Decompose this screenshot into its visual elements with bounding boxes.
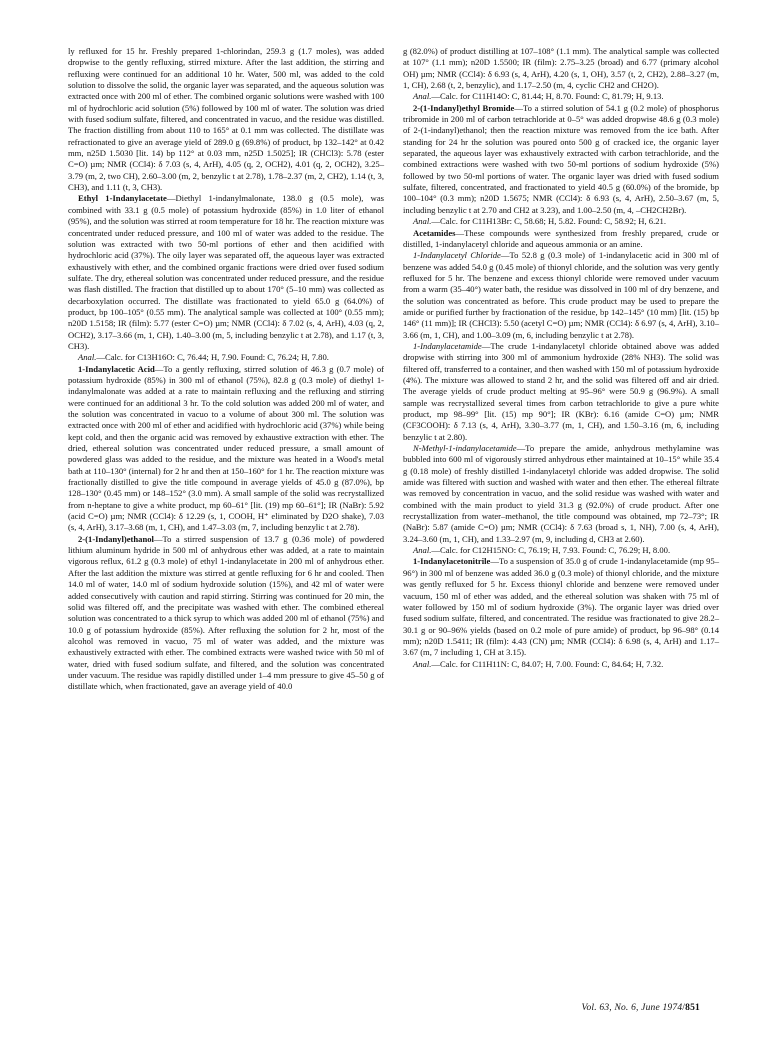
elemental-analysis bbox=[68, 352, 384, 363]
paragraph-text: —Calc. for C11H13Br: C, 58.68; H, 5.82. Found: C, 58.92; H, 6.21. bbox=[431, 216, 666, 227]
paragraph-text: —Calc. for C11H14O: C, 81.44; H, 8.70. Found: C, 81.79; H, 9.13. bbox=[431, 91, 664, 102]
paragraph-text: —To a stirred suspension of 13.7 g (0.36 mole) of powdered lithium aluminum hydride in 500 ml of anhydrous ether was added, at a rate to maintain vigorous reflux, 61.2 g (0.3 mole) of ethyl 1-indanylacetate in 200 ml of anhydrous ether. After the last addition the mixture was stirred at gentle refluxing for 6 hr and cooled. Then 14.0 ml of water, 14.0 ml of sodium hydroxide solution (15%), and 42 ml of water were added consecutively with caution and rapid stirring. Stirring was continued for 20 min, the solid was filtered off, and the precipitate was washed with ether. The combined ethereal solution was concentrated to a thick syrup to which was added 200 ml of ethanol (75%) and 10.0 g of potassium hydroxide (85%). After refluxing the solution for 2 hr, most of the alcohol was removed in vacuo, 75 ml of water was added, and the mixture was exhaustively extracted with ether. The combined extracts were washed twice with 50 ml of water, dried with fused sodium sulfate, and filtered, and the solution was concentrated under vacuum. The residue was rapidly distilled under 1–4 mm pressure to give 45–50 g of distillate which, when fractionated, gave an average yield of 40.0 bbox=[68, 533, 384, 692]
paragraph-text: —The crude 1-indanylacetyl chloride obtained above was added dropwise with stirring into 300 ml of ammonium hydroxide (28% NH3). The solid was filtered off, transferred to a container, and then washed with 150 ml of potassium hydroxide (4%). The mixture was allowed to stand 2 hr, and the solid was filtered off and air dried. The average yields of crude product melting at 95–96° were 50.9 g (96.9%). A small sample was recrystallized several times from carbon tetrachloride to give a pure white product, mp 98–99° [lit. (15) mp 90°]; IR (KBr): 6.16 (amide C=O) µm; NMR (CF3COOH): δ 7.13 (s, 4, ArH), 3.30–3.77 (m, 1, CH), and 1.50–3.16 (m, 6, including benzylic t at 2.80). bbox=[403, 340, 719, 442]
paragraph-text: —To prepare the amide, anhydrous methylamine was bubbled into 600 ml of vigorously stirred anhydrous ether maintained at 10–15° while 35.4 g (0.18 mole) of freshly distilled 1-indanylacetyl chloride was added dropwise. The solid amide was filtered with suction and washed with water and then ether. The ethereal filtrate was removed by concentration in vacuo, and the solid residue was washed with water and combined with the main product to yield 31.3 g (92.0%) of crude product. After one recrystallization from water–methanol, the title compound was obtained, mp 72–73°; IR (NaBr): 5.87 (amide C=O) µm; NMR (CCl4): δ 7.63 (broad s, 1, NH), 7.00 (s, 4, ArH), 3.24–3.60 (m, 1, CH), and 1.33–2.97 (m, 9, including d, CH3 at 2.60). bbox=[403, 443, 719, 544]
analysis-label: Anal. bbox=[413, 658, 432, 669]
page-footer bbox=[582, 1003, 701, 1013]
paragraph-text: —Calc. for C11H11N: C, 84.07; H, 7.00. Found: C, 84.64; H, 7.32. bbox=[431, 658, 664, 669]
compound-heading: 1-Indanylacetonitrile bbox=[413, 556, 491, 567]
elemental-analysis bbox=[403, 659, 719, 670]
analysis-label: Anal. bbox=[78, 352, 97, 363]
subsection-heading: 1-Indanylacetamide bbox=[413, 340, 482, 351]
section-paragraph bbox=[68, 534, 384, 693]
page-number: 851 bbox=[685, 1003, 700, 1013]
compound-heading: 2-(1-Indanyl)ethyl Bromide bbox=[413, 102, 515, 113]
elemental-analysis bbox=[403, 91, 719, 102]
compound-heading: 2-(1-Indanyl)ethanol bbox=[78, 533, 154, 544]
section-paragraph bbox=[68, 193, 384, 352]
paragraph-text: ly refluxed for 15 hr. Freshly prepared 1-chlorindan, 259.3 g (1.7 moles), was added dropwise to the gently refluxing, stirred mixture. After the last addition, the stirring and refluxing were continued for an additional 10 hr. Water, 500 ml, was added to the cold solution to dissolve the solid, the organic layer was separated, and the aqueous solution was extracted once with 200 ml of ether. The combined organic solutions were washed with 100 ml of hydrochloric acid solution (5%) followed by 100 ml of water. The solution was dried with fused sodium sulfate, filtered, and concentrated in vacuo, and the residue was distilled. The fraction distilling from about 110 to 165° at 0.1 mm was collected. The distillate was refractionated to give an average yield of 289.0 g (69.8%) of product, bp 132–142° at 0.42 mm, n25D 1.5030 [lit. 14) bp 112° at 0.03 mm, n25D 1.5025]; IR (CHCl3): 5.78 (ester C=O) µm; NMR (CCl4): δ 7.03 (s, 4, ArH), 4.05 (q, 2, OCH2), 4.01 (q, 2, OCH2), 3.25–3.79 (m, 2, two CH), 2.60–3.00 (m, 2, benzylic t at 2.78), 1.78–2.37 (m, 2, CH2), 1.14 (t, 3, CH3), and 1.11 (t, 3, CH3). bbox=[68, 46, 384, 193]
journal-citation: Vol. 63, No. 6, June 1974 bbox=[581, 1003, 683, 1013]
right-column bbox=[403, 46, 719, 670]
compound-heading: 1-Indanylacetic Acid bbox=[78, 363, 155, 374]
section-paragraph bbox=[403, 103, 719, 216]
compound-heading: Ethyl 1-Indanylacetate bbox=[78, 193, 167, 204]
subsection-paragraph bbox=[403, 341, 719, 443]
continued-paragraph bbox=[403, 46, 719, 91]
paragraph-text: —To 52.8 g (0.3 mole) of 1-indanylacetic acid in 300 ml of benzene was added 54.0 g (0.45 mole) of thionyl chloride, and the solution was very gently refluxed for 5 hr. The benzene and excess thionyl chloride were removed under vacuum from a warm (35–40°) water bath, the residue was dissolved in 100 ml of dry benzene, and the solution was concentrated as before. This crude product may be used to prepare the amide or purified further by fractionation of the residue, bp 142–145° (10 mm) [lit. (15) bp 146° (11 mm)]; IR (CHCl3): 5.50 (acetyl C=O) µm; NMR (CCl4): δ 6.97 (s, 4, ArH), 3.10–3.66 (m, 1, CH), and 1.00–3.09 (m, 6, including benzylic t at 2.78). bbox=[403, 250, 720, 340]
paragraph-text: —To a gently refluxing, stirred solution of 46.3 g (0.7 mole) of potassium hydroxide (85%) in 300 ml of ethanol (75%), 82.8 g (0.3 mole) of diethyl 1-indanylmalonate was added at a rate to maintain refluxing and the refluxing and stirring were continued for an additional 3 hr. To the cold solution was added 200 ml of water, and the solution was concentrated in vacuo to a volume of about 300 ml. The solution was extracted once with 200 ml of ether and acidified with hydrochloric acid (37%) while being kept cold, and then the organic acid was removed by exhaustive extraction with ether. The dried, ethereal solution was concentrated under reduced pressure, a small amount of powdered glass was added to the residue, and the mixture was heated in a Wood's metal bath at 110–130° (internal) for 2 hr and then at 150–160° for 1 hr. The reaction mixture was fractionally distilled to give the title compound in average yields of 45.0 g (87.0%), bp 128–130° (0.45 mm) or 148–152° (3.0 mm). A small sample of the solid was recrystallized from n-heptane to give a white product, mp 60–61° [lit. (19) mp 60–61°]; IR (NaBr): 5.92 (acid C=O) µm; NMR (CCl4): δ 12.29 (s, 1, COOH, H⁺ eliminated by D2O shake), 7.03 (s, 4, ArH), 3.17–3.68 (m, 1, CH), and 1.47–3.03 (m, 7, including benzylic t at 2.78). bbox=[68, 363, 384, 533]
subsection-paragraph bbox=[403, 443, 719, 545]
subsection-heading: 1-Indanylacetyl Chloride bbox=[413, 250, 501, 261]
paragraph-text: g (82.0%) of product distilling at 107–108° (1.1 mm). The analytical sample was collected at 107° (1.1 mm); n20D 1.5500; IR (film): 2.75–3.25 (broad) and 6.77 (primary alcohol OH) µm; NMR (CCl4): δ 6.93 (s, 4, ArH), 4.20 (s, 1, OH), 3.57 (t, 2, CH2), 2.88–3.27 (m, 1, CH), 2.68 (t, 2, benzylic), and 1.17–2.50 (m, 4, cyclic CH2 and CH2O). bbox=[403, 46, 719, 91]
paragraph-text: —Calc. for C12H15NO: C, 76.19; H, 7.93. Found: C, 76.29; H, 8.00. bbox=[431, 545, 671, 556]
analysis-label: Anal. bbox=[413, 91, 432, 102]
paragraph-text: —To a stirred solution of 54.1 g (0.2 mole) of phosphorus tribromide in 200 ml of carbon tetrachloride at 0–5° was added dropwise 48.6 g (0.3 mole) of 2-(1-indanyl)ethanol; then the reaction mixture was removed from the ice bath. After standing for 24 hr the solution was poured onto 500 g of cracked ice, the organic layer separated, the aqueous layer was exhaustively extracted with carbon tetrachloride, and the combined extractions were washed with two 50-ml portions of sodium hydroxide (5%) followed by two 50-ml portions of water. The organic layer was dried with fused sodium sulfate, filtered, concentrated, and fractionated to yield 40.5 g (60.0%) of the bromide, bp 100–104° (0.3 mm); n20D 1.5675; NMR (CCl4): δ 6.93 (s, 4, ArH), 2.50–3.67 (m, 5, including benzylic t at 2.70 and CH2 at 3.23), and 1.00–2.50 (m, 4, –CH2CH2Br). bbox=[403, 102, 720, 215]
elemental-analysis bbox=[403, 216, 719, 227]
subsection-paragraph bbox=[403, 250, 719, 341]
elemental-analysis bbox=[403, 545, 719, 556]
section-paragraph bbox=[68, 364, 384, 534]
analysis-label: Anal. bbox=[413, 545, 432, 556]
continued-paragraph bbox=[68, 46, 384, 193]
analysis-label: Anal. bbox=[413, 216, 432, 227]
left-column bbox=[68, 46, 384, 693]
subsection-heading: N-Methyl-1-indanylacetamide bbox=[413, 443, 517, 454]
paragraph-text: —Diethyl 1-indanylmalonate, 138.0 g (0.5 mole), was combined with 33.1 g (0.5 mole) of potassium hydroxide (85%) in 1.0 liter of ethanol (95%), and the solution was stirred at room temperature for 18 hr. The reaction mixture was concentrated under reduced pressure, and 100 ml of water was added to the residue. The solution was extracted with two 50-ml portions of ether and then acidified with hydrochloric acid (37%). The oily layer was separated off, the aqueous layer was extracted exhaustively with ether, and the combined organic fractions were dried over fused sodium sulfate. The dry, ethereal solution was concentrated under reduced pressure, and the residue was flash distilled. The fraction that distilled up to about 170° (5–10 mm) was collected as decarboxylation occurred. The distillate was fractionated to yield 65.0 g (64.0%) of product, bp 100–105° (0.55 mm). The analytical sample was collected at 100° (0.55 mm); n20D 1.5158; IR (film): 5.77 (ester C=O) µm; NMR (CCl4): δ 7.02 (s, 4, ArH), 4.03 (q, 2, OCH2), 3.17–3.66 (m, 1, CH), 1.40–3.00 (m, 5, including benzylic t at 2.78), and 1.17 (t, 3, CH3). bbox=[68, 193, 384, 351]
paragraph-text: —These compounds were synthesized from freshly prepared, crude or distilled, 1-indanylacetyl chloride and aqueous ammonia or an amine. bbox=[403, 227, 719, 249]
paragraph-text: —Calc. for C13H16O: C, 76.44; H, 7.90. Found: C, 76.24; H, 7.80. bbox=[96, 352, 329, 363]
paragraph-text: —To a suspension of 35.0 g of crude 1-indanylacetamide (mp 95–96°) in 300 ml of benzene was added 36.0 g (0.3 mole) of thionyl chloride, and the mixture was gently refluxed for 5 hr. Excess thionyl chloride and benzene were removed under vacuum, 150 ml of ether was added, and the ethereal solution was shaken with 75 ml of water followed by 150 ml of sodium hydroxide (3%). The organic layer was dried over fused sodium sulfate, filtered, and concentrated. The residue was fractionated to give 28.2–30.1 g or 90–96% yields (based on 0.2 mole of pure amide) of product, bp 96–98° (0.14 mm); n20D 1.5411; IR (film): 4.43 (CN) µm; NMR (CCl4): δ 6.98 (s, 4, ArH) and 1.17–3.67 (m, 7 including 1, CH at 3.15). bbox=[403, 556, 719, 658]
section-paragraph bbox=[403, 556, 719, 658]
footer-separator: / bbox=[682, 1003, 686, 1013]
section-paragraph bbox=[403, 228, 719, 251]
compound-heading: Acetamides bbox=[413, 227, 456, 238]
